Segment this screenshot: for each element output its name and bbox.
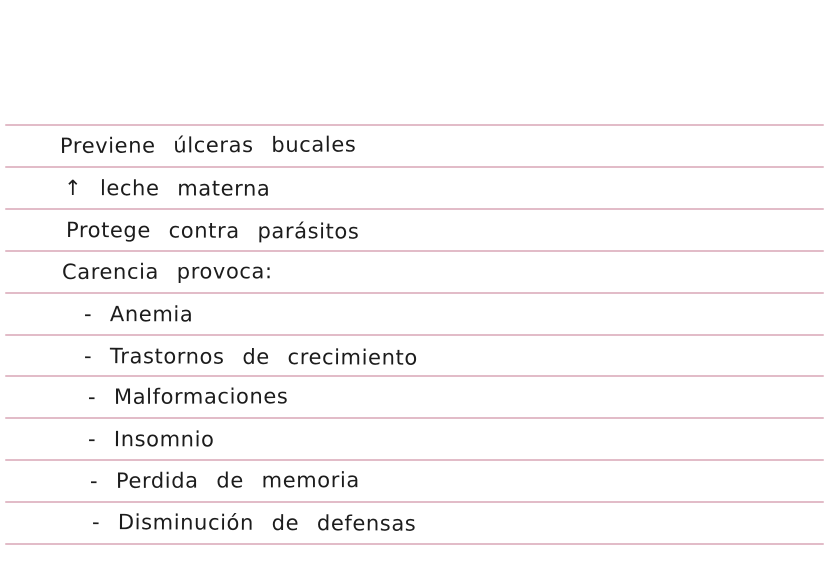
note-line-leche-materna: ↑ leche materna [63,176,271,201]
note-line-anemia: - Anemia [83,302,194,327]
note-line-malformaciones: - Malformaciones [87,384,289,409]
note-line-carencia-provoca: Carencia provoca: [61,259,273,284]
note-line-trastornos-crecimiento: - Trastornos de crecimiento [83,344,418,370]
note-line-previene-ulceras: Previene úlceras bucales [59,132,357,158]
note-line-perdida-memoria: - Perdida de memoria [89,468,360,493]
note-line-insomnio: - Insomnio [87,427,215,452]
note-line-protege-parasitos: Protege contra parásitos [65,218,360,244]
note-line-disminucion-defensas: - Disminución de defensas [91,510,417,536]
